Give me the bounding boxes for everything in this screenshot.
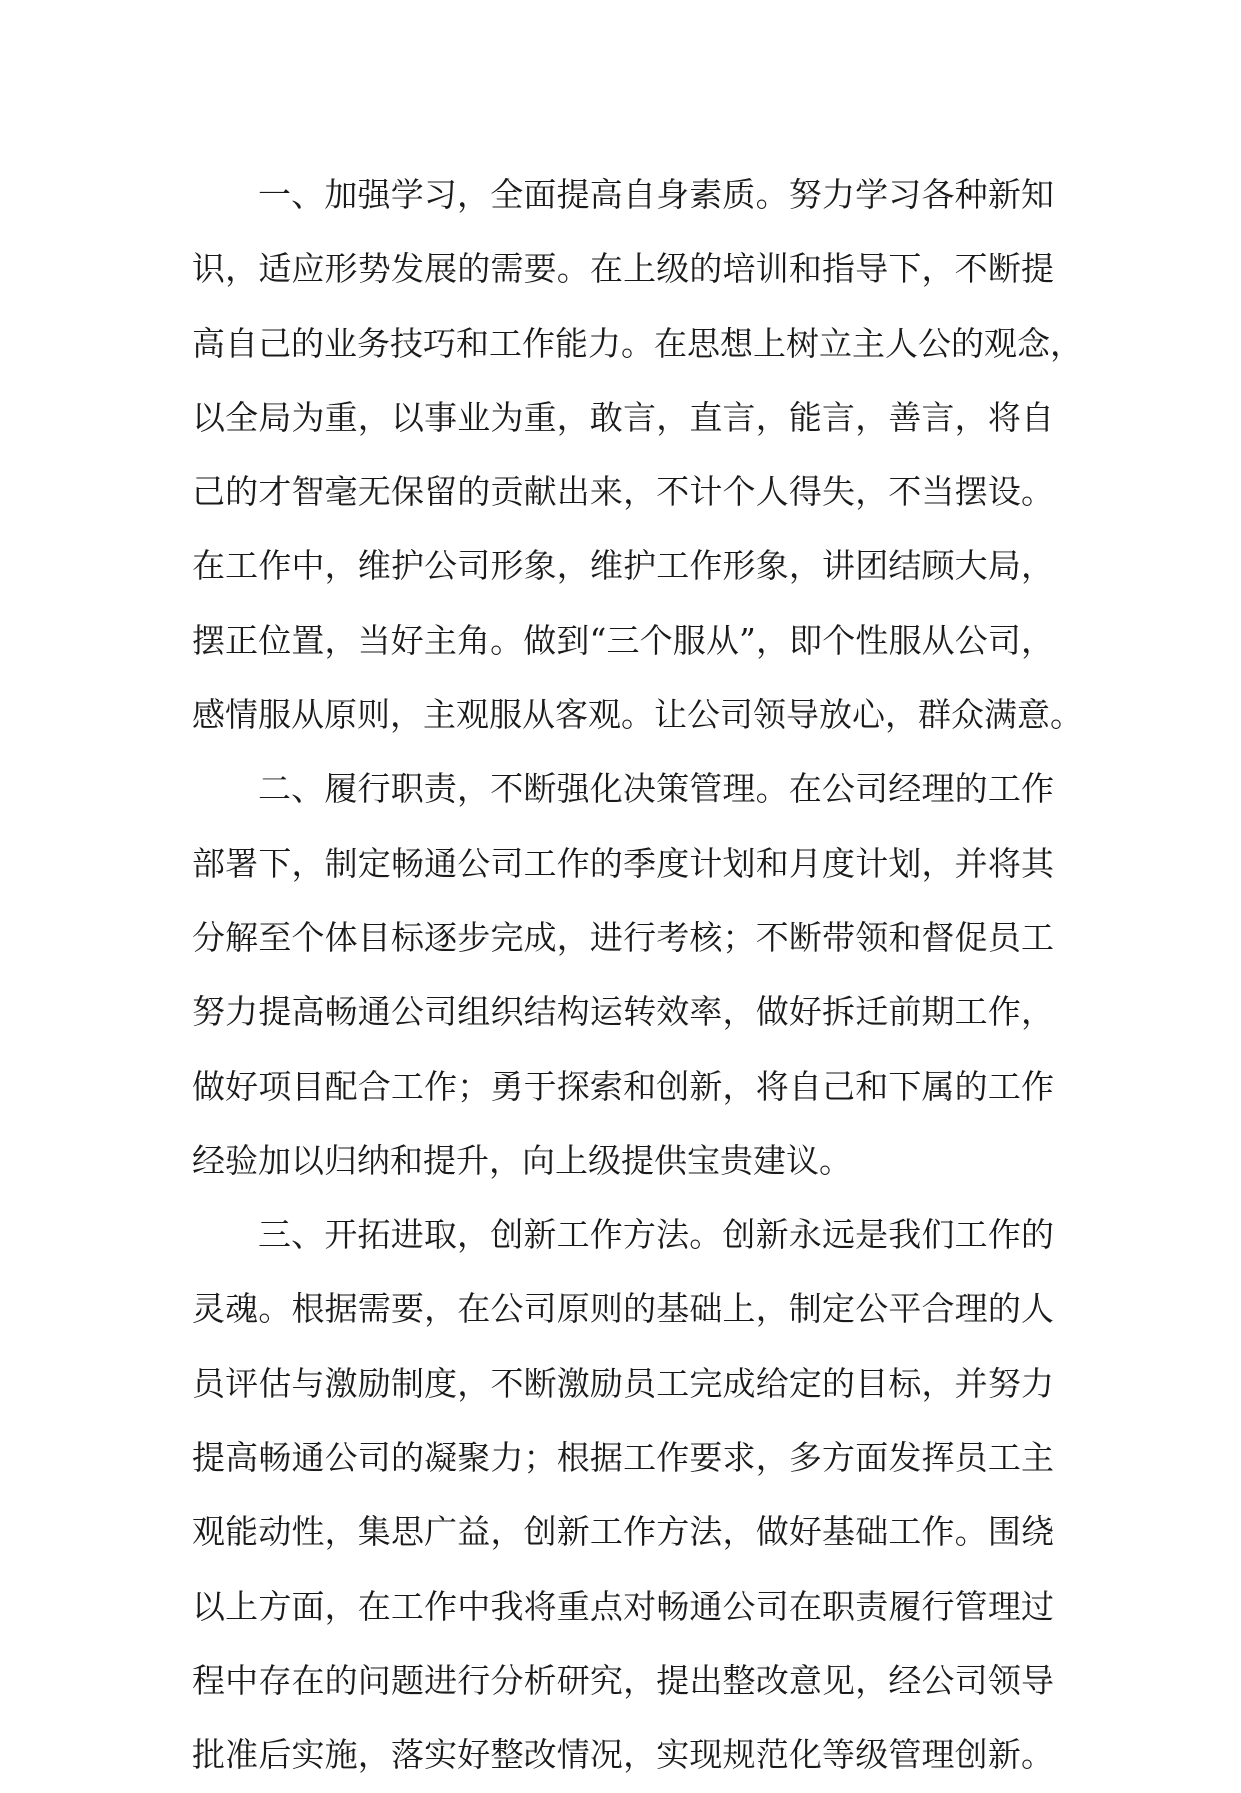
paragraph-line: 经验加以归纳和提升，向上级提供宝贵建议。 (192, 1140, 852, 1180)
paragraph-line: 己的才智毫无保留的贡献出来，不计个人得失，不当摆设。 (192, 472, 1054, 512)
paragraph-line: 一、加强学习，全面提高自身素质。努力学习各种新知 (258, 175, 1054, 214)
paragraph-line: 分解至个体目标逐步完成，进行考核；不断带领和督促员工 (192, 917, 1054, 957)
paragraph-line: 努力提高畅通公司组织结构运转效率，做好拆迁前期工作， (192, 992, 1054, 1032)
paragraph-line: 摆正位置，当好主角。做到“三个服从”，即个性服从公司， (192, 620, 1054, 660)
paragraph-line: 观能动性，集思广益，创新工作方法，做好基础工作。围绕 (192, 1512, 1054, 1552)
paragraph-3 (192, 1198, 1054, 1792)
paragraph-line: 三、开拓进取，创新工作方法。创新永远是我们工作的 (258, 1215, 1054, 1255)
paragraph-1 (192, 158, 1083, 752)
paragraph-line: 灵魂。根据需要，在公司原则的基础上，制定公平合理的人 (192, 1289, 1054, 1329)
paragraph-line: 二、履行职责，不断强化决策管理。在公司经理的工作 (258, 769, 1054, 809)
document-body (192, 158, 1083, 1793)
paragraph-line: 高自己的业务技巧和工作能力。在思想上树立主人公的观念， (192, 323, 1083, 363)
paragraph-line: 识，适应形势发展的需要。在上级的培训和指导下，不断提 (192, 249, 1054, 289)
paragraph-line: 提高畅通公司的凝聚力；根据工作要求，多方面发挥员工主 (192, 1438, 1054, 1478)
paragraph-line: 在工作中，维护公司形象，维护工作形象，讲团结顾大局， (192, 546, 1054, 586)
paragraph-line: 批准后实施，落实好整改情况，实现规范化等级管理创新。 (192, 1735, 1054, 1775)
paragraph-line: 员评估与激励制度，不断激励员工完成给定的目标，并努力 (192, 1363, 1054, 1403)
paragraph-line: 以上方面，在工作中我将重点对畅通公司在职责履行管理过 (192, 1586, 1054, 1626)
paragraph-line: 做好项目配合工作；勇于探索和创新，将自己和下属的工作 (192, 1066, 1054, 1106)
paragraph-line: 感情服从原则，主观服从客观。让公司领导放心，群众满意。 (192, 695, 1083, 735)
paragraph-line: 部署下，制定畅通公司工作的季度计划和月度计划，并将其 (192, 843, 1054, 883)
paragraph-2 (192, 752, 1054, 1198)
paragraph-line: 以全局为重，以事业为重，敢言，直言，能言，善言，将自 (192, 397, 1054, 437)
paragraph-line: 程中存在的问题进行分析研究，提出整改意见，经公司领导 (192, 1660, 1054, 1700)
